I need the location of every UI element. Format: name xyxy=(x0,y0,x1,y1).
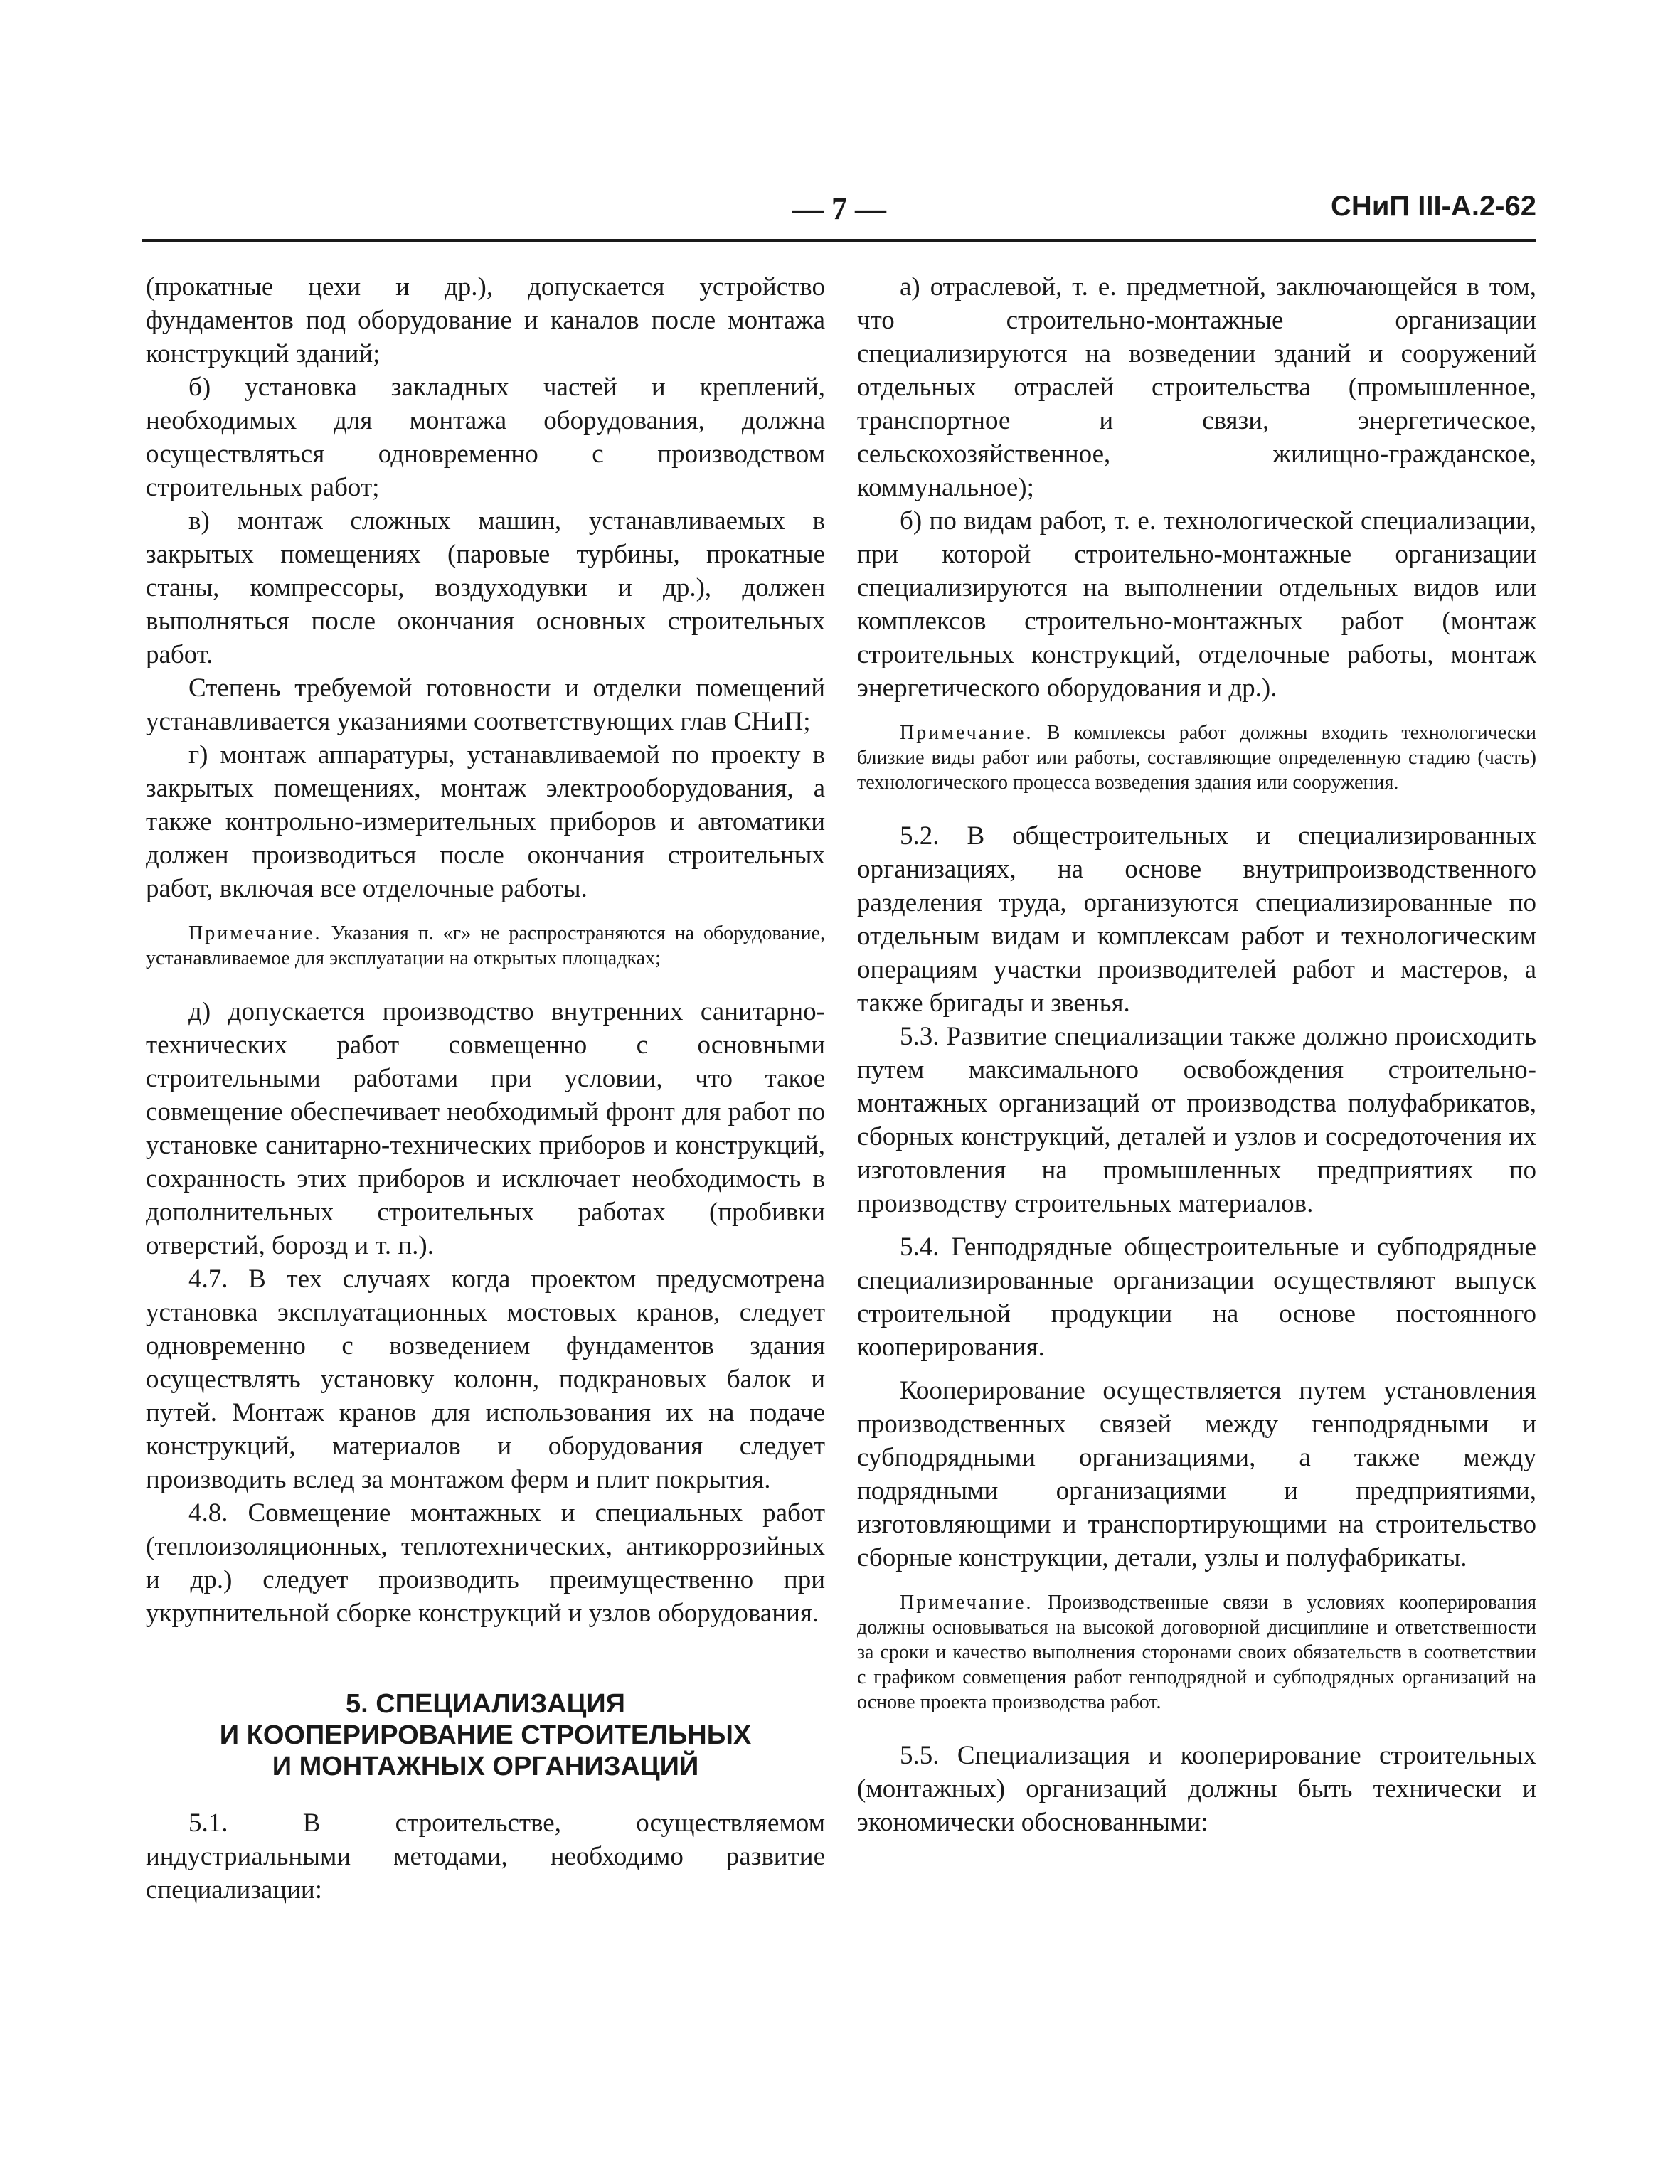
paragraph: в) монтаж сложных машин, устанавливаемых в закрытых помещениях (паровые турбины, прокатные станы, компрессоры, воздуходувки и др.), должен выполняться после окончания основных строительных работ. xyxy=(146,506,825,669)
note-label: Примечание. xyxy=(900,1592,1033,1614)
section-heading-line: И КООПЕРИРОВАНИЕ СТРОИТЕЛЬНЫХ xyxy=(219,1720,752,1750)
note-text: Указания п. «г» не распространяются на оборудование, устанавливаемое для эксплуатации на открытых площадках; xyxy=(146,922,826,969)
paragraph: 5.2. В общестроительных и специализированных организациях, на основе внутрипроизводственного разделения труда, организуются специализированные по отдельным видам и комплексам работ и технологическим операциям участки производителей работ и мастеров, а также бригады и звенья. xyxy=(857,821,1536,1018)
note xyxy=(857,720,1536,795)
note-label: Примечание. xyxy=(188,922,322,944)
paragraph: 5.5. Специализация и кооперирование строительных (монтажных) организаций должны быть технически и экономически обоснованными: xyxy=(857,1741,1536,1837)
note xyxy=(857,1590,1536,1715)
document-code: СНиП III-А.2-62 xyxy=(1331,191,1536,222)
paragraph: 5.3. Развитие специализации также должно происходить путем максимального освобождения строительно-монтажных организаций от производства полуфабрикатов, сборных конструкций, деталей и узлов и сосредоточения их изготовления на промышленных предприятиях по производству строительных материалов. xyxy=(857,1022,1536,1218)
section-heading xyxy=(146,1688,825,1782)
paragraph: а) отраслевой, т. е. предметной, заключающейся в том, что строительно-монтажные организации специализируются на возведении зданий и сооружений отдельных отраслей строительства (промышленное, транспортное и связи, энергетическое, сельскохозяйственное, жилищно-гражданское, коммунальное); xyxy=(857,272,1536,502)
header-rule xyxy=(142,239,1536,242)
paragraph: 5.4. Генподрядные общестроительные и субподрядные специализированные организации осуществляют выпуск строительной продукции на основе постоянного кооперирования. xyxy=(857,1232,1536,1362)
paragraph: 4.8. Совмещение монтажных и специальных работ (теплоизоляционных, теплотехнических, антикоррозийных и др.) следует производить преимущественно при укрупнительной сборке конструкций и узлов оборудования. xyxy=(146,1498,825,1628)
paragraph: Степень требуемой готовности и отделки помещений устанавливается указаниями соответствующих глав СНиП; xyxy=(146,673,825,736)
paragraph: (прокатные цехи и др.), допускается устройство фундаментов под оборудование и каналов после монтажа конструкций зданий; xyxy=(146,272,825,368)
paragraph: 4.7. В тех случаях когда проектом предусмотрена установка эксплуатационных мостовых кранов, следует одновременно с возведением фундаментов здания осуществлять установку колонн, подкрановых балок и путей. Монтаж кранов для использования их на подаче конструкций, материалов и оборудования следует производить вслед за монтажом ферм и плит покрытия. xyxy=(146,1264,825,1494)
section-heading-line: И МОНТАЖНЫХ ОРГАНИЗАЦИЙ xyxy=(272,1752,699,1781)
paragraph: Кооперирование осуществляется путем установления производственных связей между генподрядными и субподрядными организациями, а также между подрядными организациями и предприятиями, изготовляющими и транспортирующими на строительство сборные конструкции, детали, узлы и полуфабрикаты. xyxy=(857,1376,1536,1572)
page-header xyxy=(142,185,1536,235)
paragraph: б) по видам работ, т. е. технологической специализации, при которой строительно-монтажные организации специализируются на выполнении отдельных видов или комплексов строительно-монтажных работ (монтаж строительных конструкций, отделочные работы, монтаж энергетического оборудования и др.). xyxy=(857,506,1536,703)
paragraph: 5.1. В строительстве, осуществляемом индустриальными методами, необходимо развитие специализации: xyxy=(146,1809,825,1905)
note-label: Примечание. xyxy=(900,722,1033,744)
page-number: — 7 — xyxy=(792,191,886,226)
paragraph: г) монтаж аппаратуры, устанавливаемой по проекту в закрытых помещениях, монтаж электрооборудования, а также контрольно-измерительных приборов и автоматики должен производиться после окончания строительных работ, включая все отделочные работы. xyxy=(146,740,825,903)
section-heading-line: 5. СПЕЦИАЛИЗАЦИЯ xyxy=(346,1689,625,1719)
note-text: Производственные связи в условиях кооперирования должны основываться на высокой договорной дисциплине и ответственности за сроки и качество выполнения сторонами своих обязательств в соответствии с графиком совмещения работ генподрядной и субподрядных организаций на основе проекта производства работ. xyxy=(857,1592,1536,1713)
note xyxy=(146,921,825,971)
paragraph: д) допускается производство внутренних санитарно-технических работ совмещенно с основными строительными работами при условии, что такое совмещение обеспечивает необходимый фронт для работ по установке санитарно-технических приборов и конструкций, сохранность этих приборов и исключает необходимость в дополнительных строительных работах (пробивки отверстий, борозд и т. п.). xyxy=(146,997,825,1260)
right-column xyxy=(857,270,1536,1839)
paragraph: б) установка закладных частей и креплений, необходимых для монтажа оборудования, должна осуществляться одновременно с производством строительных работ; xyxy=(146,373,825,502)
note-text: В комплексы работ должны входить технологически близкие виды работ или работы, составляющие определенную стадию (часть) технологического процесса возведения здания или сооружения. xyxy=(857,722,1537,794)
left-column xyxy=(146,270,825,1907)
